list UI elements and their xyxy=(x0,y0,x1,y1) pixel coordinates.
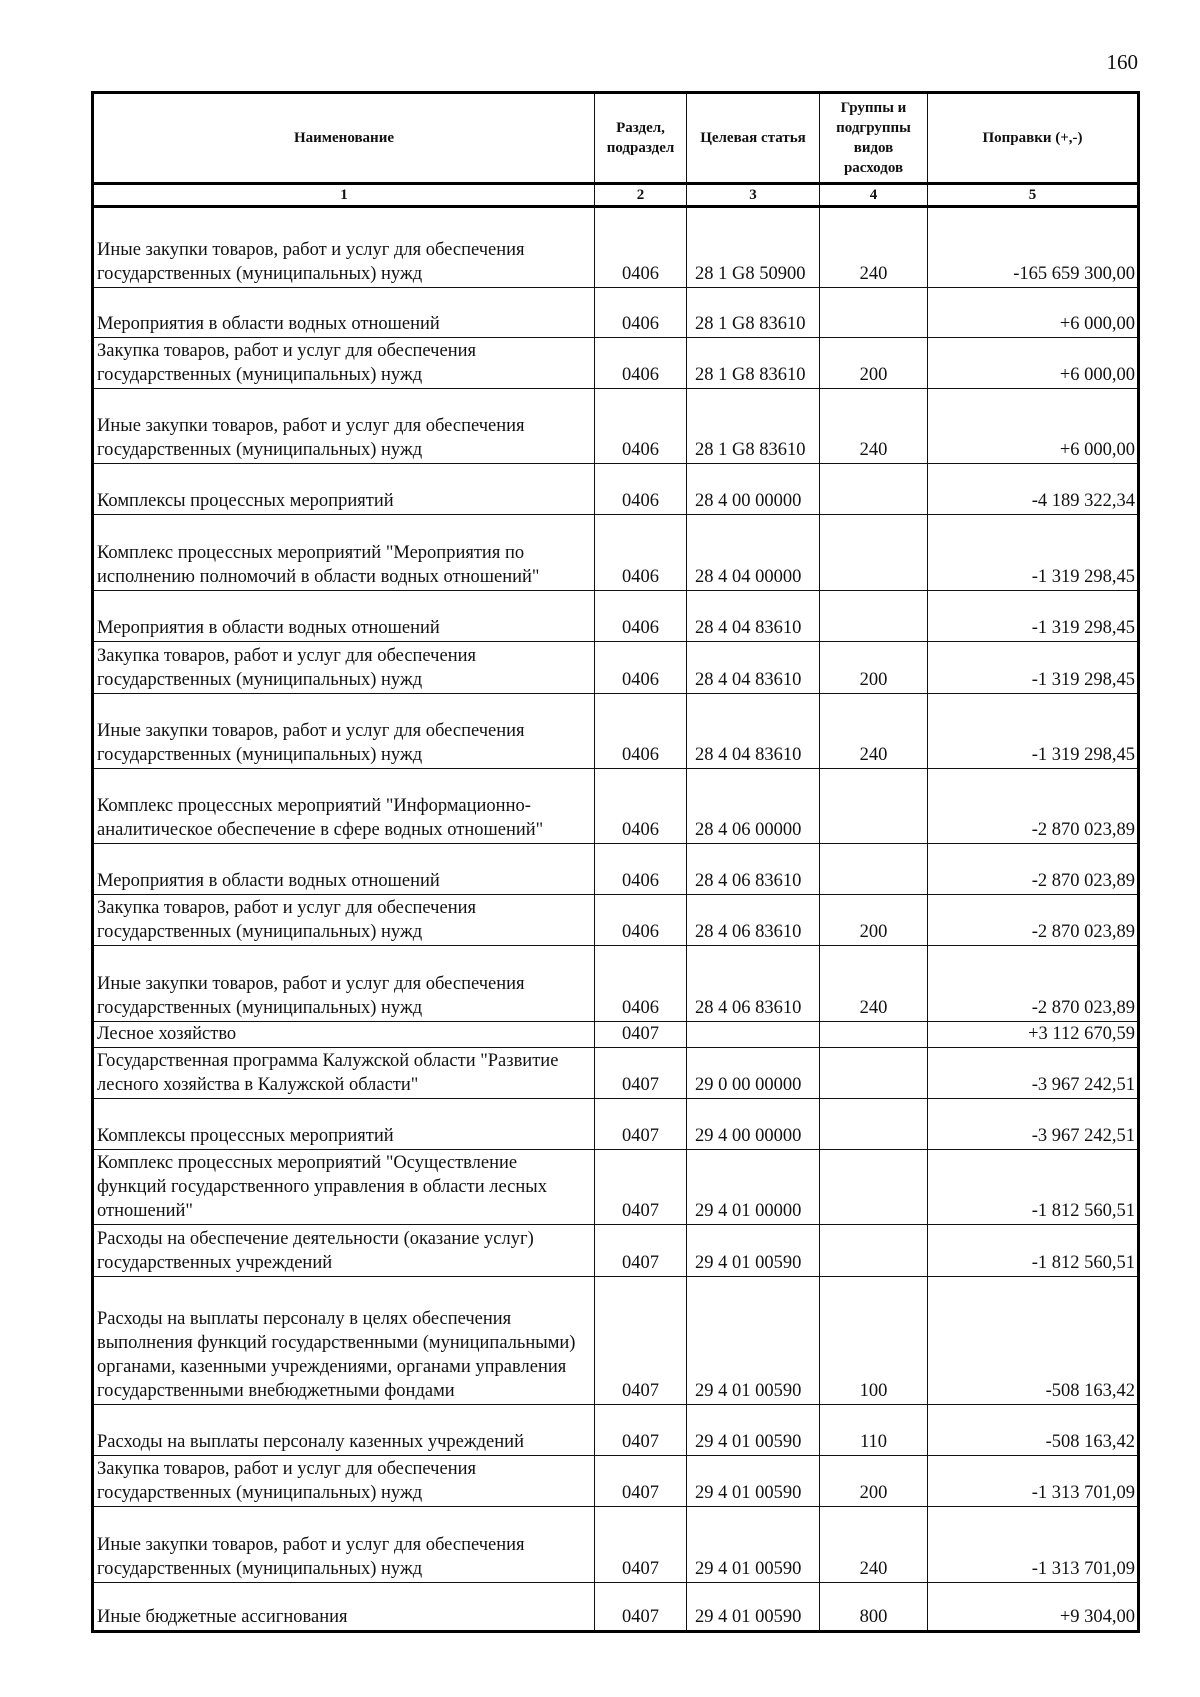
table-row xyxy=(93,389,1139,464)
column-number-row xyxy=(93,184,1139,207)
row-section: 0407 xyxy=(595,1099,687,1150)
table-row xyxy=(93,1277,1139,1405)
row-group: 100 xyxy=(820,1277,928,1405)
row-target: 28 4 04 83610 xyxy=(687,642,820,694)
row-amount: +6 000,00 xyxy=(928,288,1139,338)
row-target: 28 1 G8 83610 xyxy=(687,338,820,389)
row-amount: -3 967 242,51 xyxy=(928,1048,1139,1099)
row-section: 0407 xyxy=(595,1456,687,1507)
row-amount: -2 870 023,89 xyxy=(928,769,1139,844)
table-row xyxy=(93,1099,1139,1150)
row-section: 0407 xyxy=(595,1048,687,1099)
row-amount: +6 000,00 xyxy=(928,389,1139,464)
table-row xyxy=(93,1022,1139,1048)
row-group xyxy=(820,1225,928,1277)
row-name: Иные закупки товаров, работ и услуг для обеспечения государственных (муниципальных) нужд xyxy=(93,946,595,1022)
row-target: 28 4 00 00000 xyxy=(687,464,820,515)
row-name: Иные закупки товаров, работ и услуг для обеспечения государственных (муниципальных) нужд xyxy=(93,207,595,288)
row-name: Закупка товаров, работ и услуг для обеспечения государственных (муниципальных) нужд xyxy=(93,895,595,946)
table-row xyxy=(93,207,1139,288)
header-group: Группы и подгруппы видов расходов xyxy=(820,93,928,184)
row-section: 0406 xyxy=(595,844,687,895)
row-target: 28 4 04 83610 xyxy=(687,591,820,642)
row-group xyxy=(820,288,928,338)
table-row xyxy=(93,515,1139,591)
row-amount: -1 313 701,09 xyxy=(928,1507,1139,1583)
row-section: 0406 xyxy=(595,591,687,642)
row-group xyxy=(820,769,928,844)
row-group xyxy=(820,844,928,895)
row-group: 240 xyxy=(820,946,928,1022)
row-target: 28 1 G8 83610 xyxy=(687,288,820,338)
row-group: 200 xyxy=(820,1456,928,1507)
row-target: 29 4 00 00000 xyxy=(687,1099,820,1150)
budget-amendments-table xyxy=(91,91,1140,1633)
row-group xyxy=(820,1022,928,1048)
table-row xyxy=(93,288,1139,338)
row-name: Расходы на обеспечение деятельности (оказание услуг) государственных учреждений xyxy=(93,1225,595,1277)
row-target: 29 4 01 00590 xyxy=(687,1456,820,1507)
row-amount: -165 659 300,00 xyxy=(928,207,1139,288)
row-target: 29 4 01 00590 xyxy=(687,1583,820,1632)
row-group xyxy=(820,464,928,515)
row-group xyxy=(820,1048,928,1099)
row-target: 28 4 06 83610 xyxy=(687,895,820,946)
table-row xyxy=(93,844,1139,895)
header-amendment: Поправки (+,-) xyxy=(928,93,1139,184)
row-amount: -3 967 242,51 xyxy=(928,1099,1139,1150)
row-section: 0407 xyxy=(595,1507,687,1583)
row-name: Закупка товаров, работ и услуг для обеспечения государственных (муниципальных) нужд xyxy=(93,642,595,694)
row-section: 0406 xyxy=(595,642,687,694)
table-row xyxy=(93,642,1139,694)
row-amount: -1 319 298,45 xyxy=(928,515,1139,591)
row-name: Расходы на выплаты персоналу в целях обеспечения выполнения функций государственными (муниципальными) органами, казенными учреждениями, органами управления государственными внебюджетными фондами xyxy=(93,1277,595,1405)
row-target: 29 0 00 00000 xyxy=(687,1048,820,1099)
page-number: 160 xyxy=(1106,50,1138,74)
row-section: 0407 xyxy=(595,1277,687,1405)
row-group: 800 xyxy=(820,1583,928,1632)
row-group: 240 xyxy=(820,694,928,769)
column-number: 3 xyxy=(687,184,820,207)
row-group: 200 xyxy=(820,895,928,946)
row-amount: -2 870 023,89 xyxy=(928,895,1139,946)
row-amount: -1 313 701,09 xyxy=(928,1456,1139,1507)
row-name: Комплексы процессных мероприятий xyxy=(93,1099,595,1150)
row-section: 0407 xyxy=(595,1150,687,1225)
row-name: Лесное хозяйство xyxy=(93,1022,595,1048)
row-target: 28 4 06 00000 xyxy=(687,769,820,844)
table-row xyxy=(93,1225,1139,1277)
row-amount: -508 163,42 xyxy=(928,1277,1139,1405)
row-section: 0407 xyxy=(595,1225,687,1277)
table-row xyxy=(93,1048,1139,1099)
row-section: 0406 xyxy=(595,895,687,946)
row-amount: -1 319 298,45 xyxy=(928,694,1139,769)
row-amount: +9 304,00 xyxy=(928,1583,1139,1632)
row-group: 200 xyxy=(820,338,928,389)
row-target: 29 4 01 00590 xyxy=(687,1507,820,1583)
row-target xyxy=(687,1022,820,1048)
table-row xyxy=(93,1456,1139,1507)
table-row xyxy=(93,1150,1139,1225)
row-name: Комплекс процессных мероприятий "Информационно-аналитическое обеспечение в сфере водных отношений" xyxy=(93,769,595,844)
row-amount: -2 870 023,89 xyxy=(928,946,1139,1022)
row-target: 29 4 01 00590 xyxy=(687,1225,820,1277)
row-name: Иные закупки товаров, работ и услуг для обеспечения государственных (муниципальных) нужд xyxy=(93,694,595,769)
row-section: 0406 xyxy=(595,389,687,464)
row-section: 0406 xyxy=(595,946,687,1022)
row-amount: +3 112 670,59 xyxy=(928,1022,1139,1048)
row-group: 240 xyxy=(820,389,928,464)
row-amount: -2 870 023,89 xyxy=(928,844,1139,895)
row-amount: -4 189 322,34 xyxy=(928,464,1139,515)
row-group xyxy=(820,591,928,642)
table-row xyxy=(93,895,1139,946)
row-name: Государственная программа Калужской области "Развитие лесного хозяйства в Калужской области" xyxy=(93,1048,595,1099)
row-target: 28 4 04 00000 xyxy=(687,515,820,591)
row-target: 29 4 01 00590 xyxy=(687,1277,820,1405)
table-row xyxy=(93,591,1139,642)
row-target: 29 4 01 00590 xyxy=(687,1405,820,1456)
row-target: 29 4 01 00000 xyxy=(687,1150,820,1225)
row-group: 240 xyxy=(820,207,928,288)
row-amount: +6 000,00 xyxy=(928,338,1139,389)
table-row xyxy=(93,694,1139,769)
row-amount: -1 812 560,51 xyxy=(928,1150,1139,1225)
column-number: 4 xyxy=(820,184,928,207)
row-name: Закупка товаров, работ и услуг для обеспечения государственных (муниципальных) нужд xyxy=(93,1456,595,1507)
row-target: 28 4 04 83610 xyxy=(687,694,820,769)
row-group xyxy=(820,1099,928,1150)
row-target: 28 4 06 83610 xyxy=(687,844,820,895)
row-group: 110 xyxy=(820,1405,928,1456)
row-section: 0406 xyxy=(595,515,687,591)
table-row xyxy=(93,1583,1139,1632)
row-name: Мероприятия в области водных отношений xyxy=(93,288,595,338)
row-section: 0406 xyxy=(595,338,687,389)
row-section: 0406 xyxy=(595,207,687,288)
row-name: Комплекс процессных мероприятий "Мероприятия по исполнению полномочий в области водных отношений" xyxy=(93,515,595,591)
row-target: 28 1 G8 50900 xyxy=(687,207,820,288)
table-row xyxy=(93,769,1139,844)
row-section: 0407 xyxy=(595,1583,687,1632)
row-section: 0406 xyxy=(595,464,687,515)
header-name: Наименование xyxy=(93,93,595,184)
row-name: Иные бюджетные ассигнования xyxy=(93,1583,595,1632)
row-name: Иные закупки товаров, работ и услуг для обеспечения государственных (муниципальных) нужд xyxy=(93,1507,595,1583)
row-section: 0406 xyxy=(595,288,687,338)
row-name: Закупка товаров, работ и услуг для обеспечения государственных (муниципальных) нужд xyxy=(93,338,595,389)
row-amount: -1 812 560,51 xyxy=(928,1225,1139,1277)
row-section: 0406 xyxy=(595,769,687,844)
row-name: Мероприятия в области водных отношений xyxy=(93,844,595,895)
row-group xyxy=(820,1150,928,1225)
row-target: 28 1 G8 83610 xyxy=(687,389,820,464)
table-row xyxy=(93,1405,1139,1456)
table-row xyxy=(93,1507,1139,1583)
row-name: Иные закупки товаров, работ и услуг для обеспечения государственных (муниципальных) нужд xyxy=(93,389,595,464)
row-name: Мероприятия в области водных отношений xyxy=(93,591,595,642)
header-section: Раздел, подраздел xyxy=(595,93,687,184)
row-section: 0407 xyxy=(595,1022,687,1048)
row-group: 240 xyxy=(820,1507,928,1583)
row-amount: -1 319 298,45 xyxy=(928,591,1139,642)
table-header-row xyxy=(93,93,1139,184)
row-name: Расходы на выплаты персоналу казенных учреждений xyxy=(93,1405,595,1456)
row-name: Комплексы процессных мероприятий xyxy=(93,464,595,515)
header-target: Целевая статья xyxy=(687,93,820,184)
row-section: 0407 xyxy=(595,1405,687,1456)
row-target: 28 4 06 83610 xyxy=(687,946,820,1022)
row-amount: -1 319 298,45 xyxy=(928,642,1139,694)
table-row xyxy=(93,946,1139,1022)
row-name: Комплекс процессных мероприятий "Осуществление функций государственного управления в области лесных отношений" xyxy=(93,1150,595,1225)
row-amount: -508 163,42 xyxy=(928,1405,1139,1456)
table-row xyxy=(93,338,1139,389)
table-row xyxy=(93,464,1139,515)
row-group xyxy=(820,515,928,591)
table-body xyxy=(93,207,1139,1632)
row-group: 200 xyxy=(820,642,928,694)
column-number: 2 xyxy=(595,184,687,207)
column-number: 5 xyxy=(928,184,1139,207)
row-section: 0406 xyxy=(595,694,687,769)
column-number: 1 xyxy=(93,184,595,207)
